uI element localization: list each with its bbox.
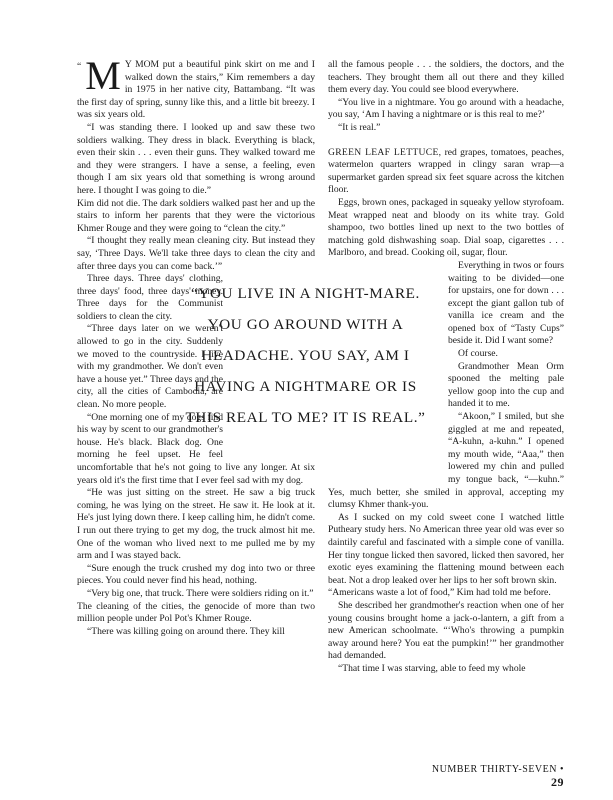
body-paragraph: “There was killing going on around there. They kill	[87, 625, 285, 637]
body-paragraph: The cleaning of the cities, the genocide of more than two million people under Pol Pot's Khmer Rouge.	[77, 600, 315, 625]
drop-cap: M	[85, 53, 121, 98]
page-footer	[420, 764, 564, 790]
opening-quote-mark: “	[77, 61, 82, 72]
body-paragraph: “One morning one of my dogs find his way by scent to our grandmother's house. He's black. Black dog. One morning he feel upset. He feel uncomfortable that he's not going to live any longer. At six years old it's the first time that I ever feel sad with my dog.	[77, 411, 315, 486]
body-paragraph: “Three days later on we weren't allowed to go in the city. Suddenly we moved to the countryside. I live with my grandmother. We don't even have a house yet.” Three days and the city, all the cities of Cambodia, are clean. No more people.	[77, 323, 223, 411]
body-paragraph: Kim did not die. The dark soldiers walked past her and up the stairs to inform her parents that they were the victorious Khmer Rouge and they were going to “clean the city.”	[77, 197, 315, 234]
body-paragraph: Eggs, brown ones, packaged in squeaky yellow styrofoam. Meat wrapped neat and bloody on its white tray. Gold shampoo, two bottles lined up next to the two bottles of matching gold dishwashing soap. Dial soap, cigarettes . . . Marlboro, and bread. Cooking oil, sugar, flour.	[328, 196, 564, 259]
pull-quote: “YOU LIVE IN A NIGHT-MARE. YOU GO AROUND WITH A HEADACHE. YOU SAY, AM I HAVING A NIGHTMARE OR IS THIS REAL TO ME? IT IS REAL.”	[185, 285, 426, 426]
issue-label: NUMBER THIRTY-SEVEN	[431, 764, 557, 775]
body-paragraph: “Very big one, that truck. There were soldiers riding on it.”	[87, 587, 314, 599]
page-number: 29	[551, 775, 564, 789]
body-paragraph: “I was standing there. I looked up and saw these two soldiers walking. They dress in black. Everything is black, even their skin . . . even their guns. They walked toward me and they were strangers. I have a sense, a feeling, even though I am six years old that something is wrong around here. I thought I was going to die.”	[77, 121, 315, 196]
body-paragraph: Grandmother Mean Orm spooned the melting pale yellow goop into the cup and handed it to me.	[448, 360, 564, 410]
footer-bullet: •	[559, 764, 564, 775]
section-break-paragraph: GREEN LEAF LETTUCE, red grapes, tomatoes, peaches, watermelon quarters wrapped in clingy saran wrap—a supermarket garden spread six feet square across the kitchen floor.	[328, 146, 564, 196]
section-lead-in: GREEN LEAF LETTUCE,	[328, 146, 442, 158]
body-paragraph: “He was just sitting on the street. He saw a big truck coming, he was lying on the street. He saw it. He look at it. He's just lying down there. I keep calling him, he didn't come. I run out there trying to get my dog, the truck almost hit me. One of the woman who lived next to me pulled me by my arm and I was stayed back.	[77, 487, 315, 562]
body-paragraph: As I sucked on my cold sweet cone I watched little Putheary study hers. No American three year old was ever so daintily careful and fascinated with a simple cone of vanilla. Her tiny tongue licked then savored, licked then savored, her exotic eyes examining the flattening mound between each beat. Not a drop leaked over her lips to her soft brown skin.	[328, 511, 564, 586]
body-paragraph: “It is real.”	[338, 121, 381, 133]
body-paragraph: all the famous people . . . the soldiers, the doctors, and the teachers. They brought them all out there and they killed them every day. You could see blood everywhere.	[328, 59, 564, 96]
body-paragraph: “I thought they really mean cleaning city. But instead they say, ‘Three Days. We'll take three days to clean the city and after three days you can come back.’”	[77, 235, 315, 272]
body-paragraph: Of course.	[458, 348, 498, 360]
body-paragraph: “You live in a nightmare. You go around with a headache, you say, ‘Am I having a nightmare or is this real to me?’	[328, 96, 564, 121]
body-paragraph: “Akoon,” I smiled, but she giggled at me and repeated, “A-kuhn, a-kuhn.” I opened my mouth wide, “Aaa,” then lowered my chin and pulled my tongue back, “—kuhn.” Yes, much better, she smiled in approval, accepting my clumsy Khmer thank-you.	[328, 411, 564, 511]
body-paragraph: Three days. Three days' clothing, three days' food, three days' money. Three days for the Communist soldiers to clean the city.	[77, 273, 223, 322]
body-paragraph: She described her grandmother's reaction when one of her young cousins brought home a jack-o-lantern, a gift from a new American schoolmate. “‘Who's throwing a pumpkin away around here? You eat the pumpkin!’” her grandmother had demanded.	[328, 599, 564, 662]
body-paragraph: “That time I was starving, able to feed my whole	[338, 662, 526, 674]
body-paragraph: “Sure enough the truck crushed my dog into two or three pieces. You could never find his head, nothing.	[77, 562, 315, 587]
body-paragraph: Everything in twos or fours waiting to be divided—one for upstairs, one for down . . . except the giant gallon tub of vanilla ice cream and the opened box of “Tasty Cups” beside it. Did I want some?	[448, 259, 564, 347]
body-paragraph: “Americans waste a lot of food,” Kim had told me before.	[328, 587, 551, 599]
body-paragraph: Y MOM put a beautiful pink skirt on me and I walked down the stairs,” Kim remembers a day in 1975 in her native city, Battambang. “It was the first day of spring, sunny like this, and a little bit breezy. I was six years old.	[77, 59, 315, 121]
